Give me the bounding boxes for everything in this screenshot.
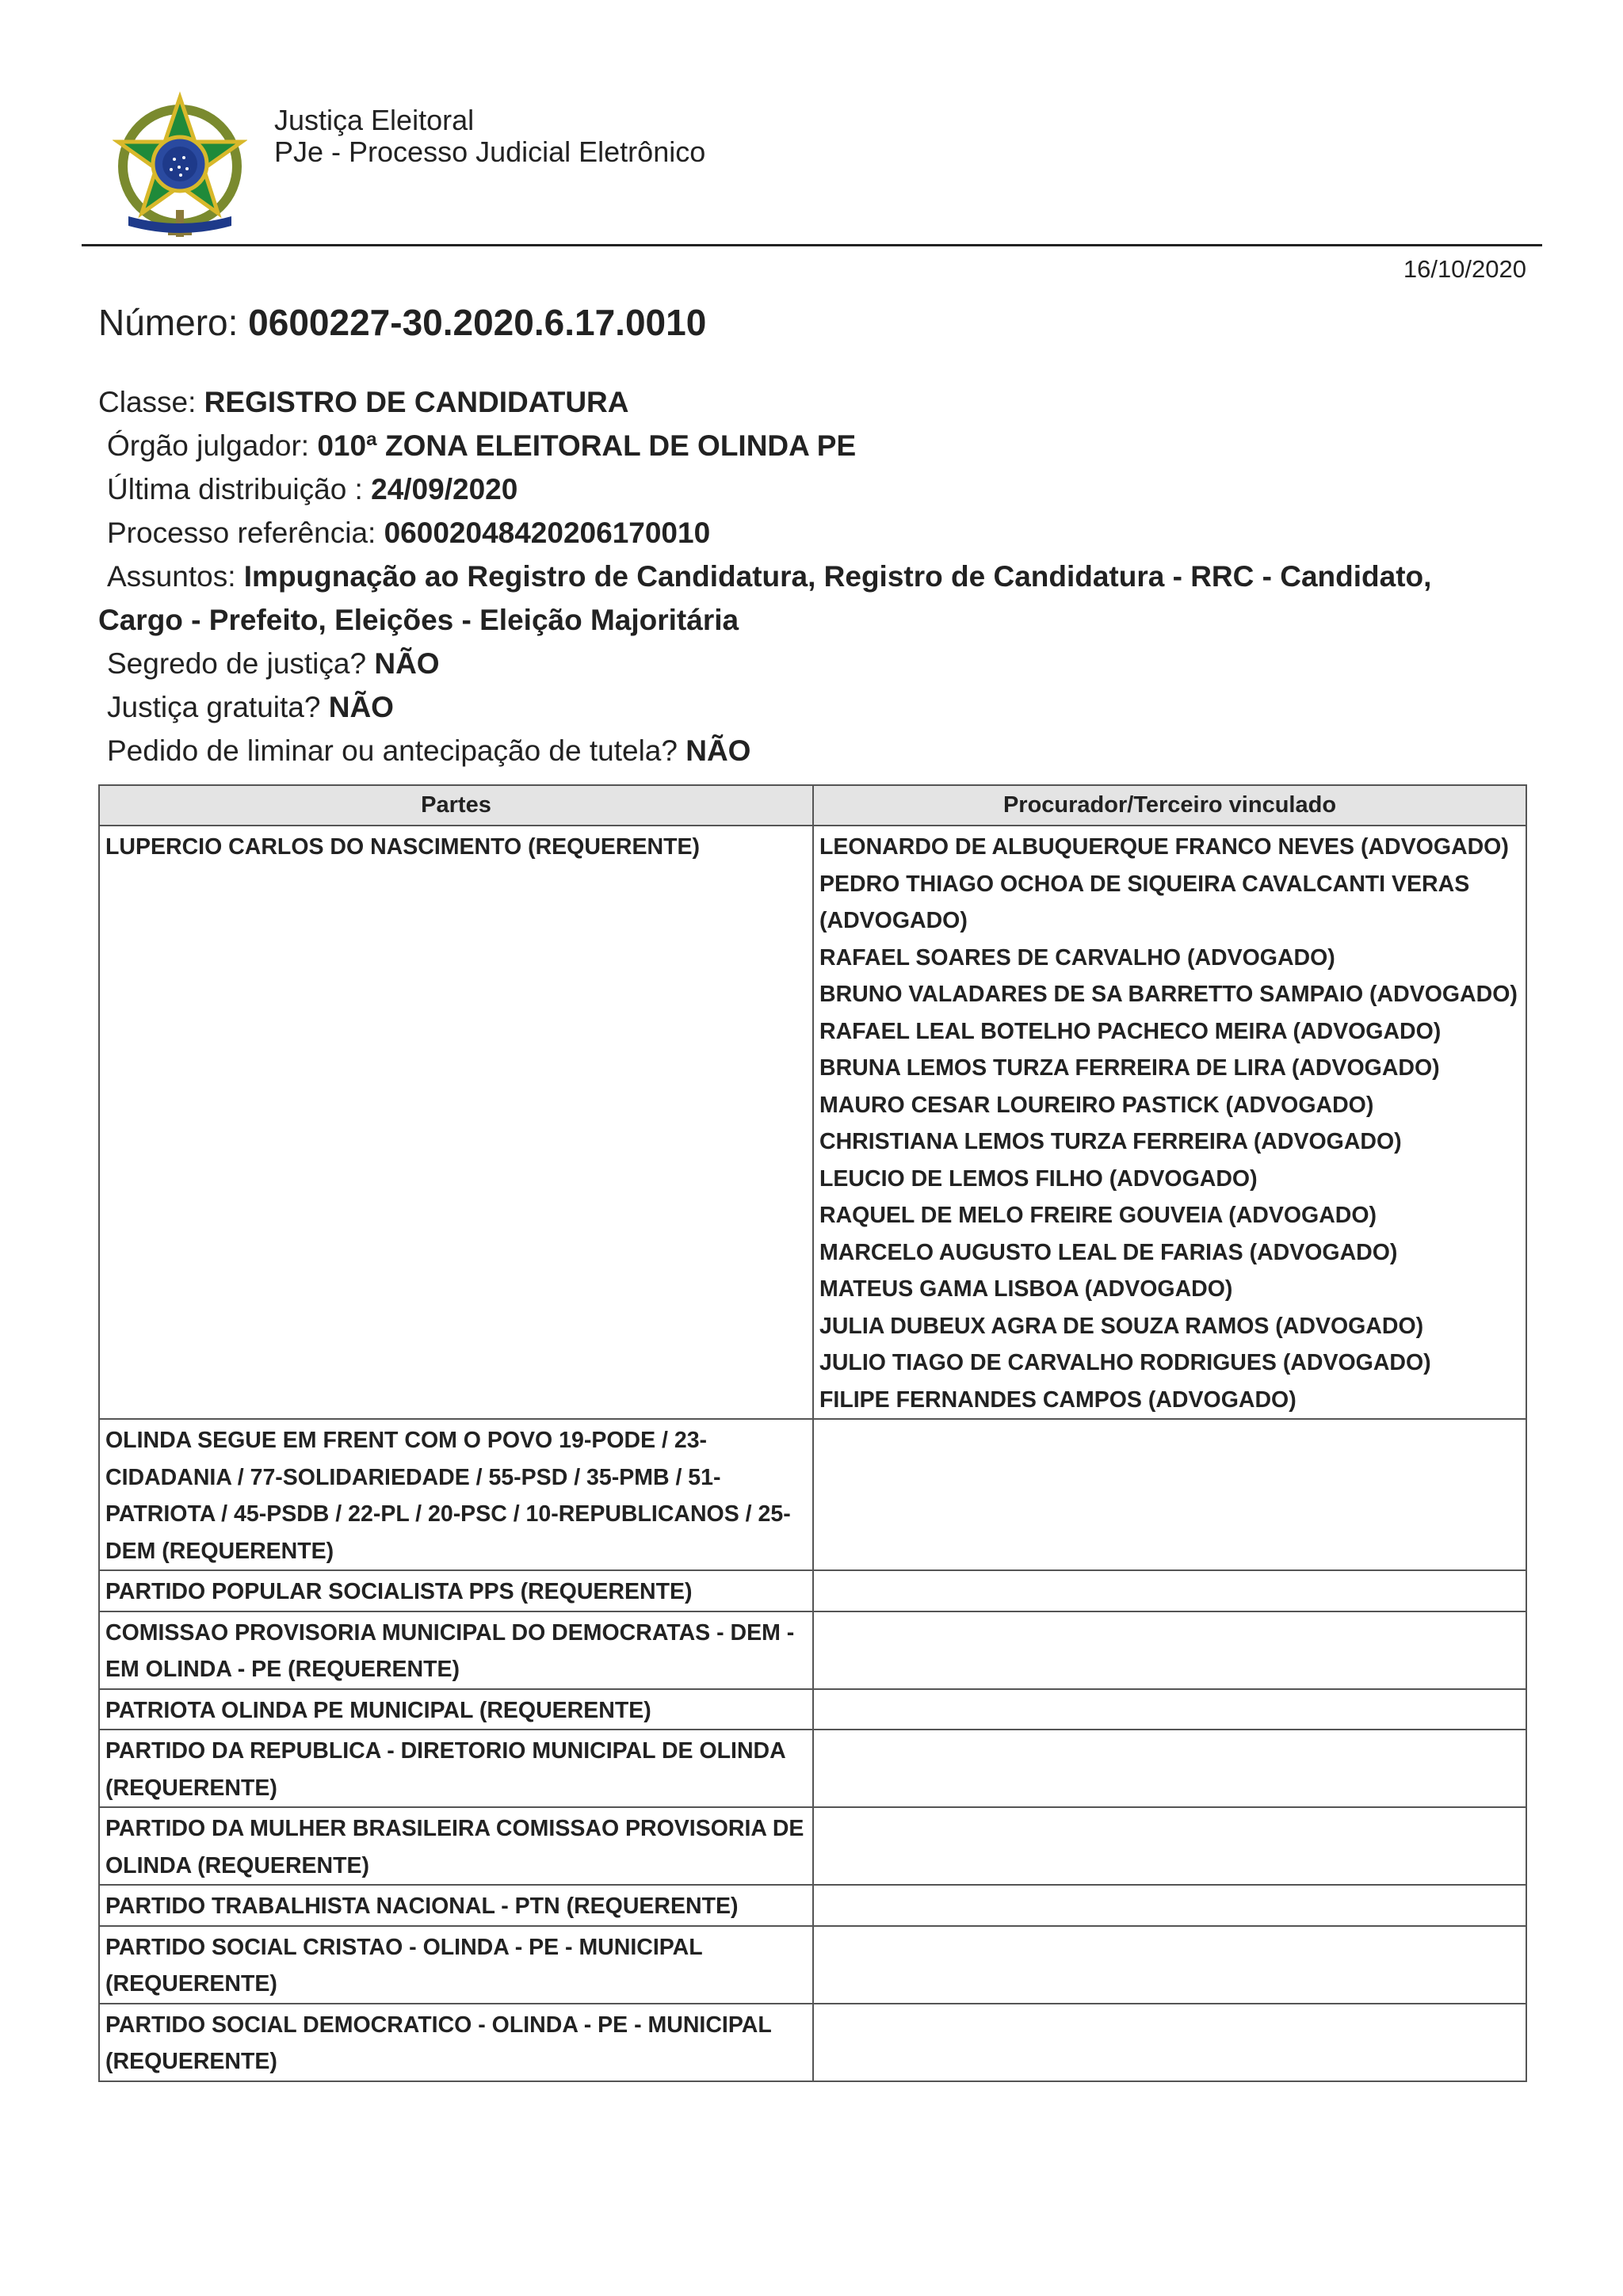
segredo-label: Segredo de justiça? bbox=[107, 647, 367, 680]
representatives-cell bbox=[813, 2004, 1526, 2081]
table-row bbox=[99, 2004, 1526, 2081]
orgao-row bbox=[98, 424, 1549, 467]
referencia-label: Processo referência: bbox=[107, 517, 376, 549]
gratuita-label: Justiça gratuita? bbox=[107, 691, 321, 723]
party-cell: LUPERCIO CARLOS DO NASCIMENTO (REQUERENTE) bbox=[99, 826, 813, 1419]
document-date: 16/10/2020 bbox=[1403, 255, 1526, 283]
representative: BRUNO VALADARES DE SA BARRETTO SAMPAIO (ADVOGADO) bbox=[819, 982, 1518, 1007]
party-cell: OLINDA SEGUE EM FRENT COM O POVO 19-PODE / 23-CIDADANIA / 77-SOLIDARIEDADE / 55-PSD / 35-PMB / 51-PATRIOTA / 45-PSDB / 22-PL / 20-PSC / 10-REPUBLICANOS / 25-DEM (REQUERENTE) bbox=[99, 1419, 813, 1570]
distribuicao-label: Última distribuição : bbox=[107, 473, 363, 505]
representative: FILIPE FERNANDES CAMPOS (ADVOGADO) bbox=[819, 1386, 1296, 1413]
liminar-value: NÃO bbox=[685, 734, 751, 767]
header-partes: Partes bbox=[99, 785, 813, 826]
org-name: Justiça Eleitoral bbox=[274, 104, 475, 136]
classe-row bbox=[98, 380, 1549, 424]
representatives-cell bbox=[813, 826, 1526, 1419]
party-cell: PARTIDO POPULAR SOCIALISTA PPS (REQUERENTE) bbox=[99, 1570, 813, 1611]
process-number-label: Número: bbox=[98, 302, 239, 343]
process-details bbox=[98, 380, 1549, 772]
representatives-cell bbox=[813, 1570, 1526, 1611]
distribuicao-row bbox=[98, 467, 1549, 511]
representatives-cell bbox=[813, 1419, 1526, 1570]
orgao-value: 010ª ZONA ELEITORAL DE OLINDA PE bbox=[317, 429, 857, 462]
assuntos-row bbox=[98, 555, 1549, 598]
representatives-cell bbox=[813, 1730, 1526, 1807]
gratuita-value: NÃO bbox=[328, 691, 394, 723]
distribuicao-value: 24/09/2020 bbox=[371, 473, 518, 505]
party-cell: PARTIDO SOCIAL CRISTAO - OLINDA - PE - MUNICIPAL (REQUERENTE) bbox=[99, 1926, 813, 2004]
representative: BRUNA LEMOS TURZA FERREIRA DE LIRA (ADVOGADO) bbox=[819, 1055, 1440, 1081]
representative: JULIA DUBEUX AGRA DE SOUZA RAMOS (ADVOGADO) bbox=[819, 1313, 1424, 1339]
segredo-value: NÃO bbox=[374, 647, 440, 680]
table-row bbox=[99, 1926, 1526, 2004]
party-cell: PARTIDO SOCIAL DEMOCRATICO - OLINDA - PE - MUNICIPAL (REQUERENTE) bbox=[99, 2004, 813, 2081]
party-cell: COMISSAO PROVISORIA MUNICIPAL DO DEMOCRATAS - DEM - EM OLINDA - PE (REQUERENTE) bbox=[99, 1611, 813, 1689]
representative: MAURO CESAR LOUREIRO PASTICK (ADVOGADO) bbox=[819, 1092, 1374, 1118]
assuntos-row-continued bbox=[98, 598, 1549, 642]
table-row bbox=[99, 1689, 1526, 1730]
table-row bbox=[99, 1611, 1526, 1689]
system-name: PJe - Processo Judicial Eletrônico bbox=[274, 135, 706, 168]
referencia-row bbox=[98, 511, 1549, 555]
document-header bbox=[0, 0, 1623, 247]
representative: LEONARDO DE ALBUQUERQUE FRANCO NEVES (ADVOGADO) bbox=[819, 834, 1509, 860]
representative: MARCELO AUGUSTO LEAL DE FARIAS (ADVOGADO) bbox=[819, 1239, 1398, 1265]
representative: JULIO TIAGO DE CARVALHO RODRIGUES (ADVOGADO) bbox=[819, 1350, 1431, 1375]
representative: MATEUS GAMA LISBOA (ADVOGADO) bbox=[819, 1276, 1233, 1302]
representatives-cell bbox=[813, 1926, 1526, 2004]
assuntos-label: Assuntos: bbox=[107, 560, 236, 593]
assuntos-value-line1: Impugnação ao Registro de Candidatura, Registro de Candidatura - RRC - Candidato, bbox=[243, 560, 1432, 593]
header-procurador: Procurador/Terceiro vinculado bbox=[813, 785, 1526, 826]
representative: LEUCIO DE LEMOS FILHO (ADVOGADO) bbox=[819, 1165, 1258, 1192]
referencia-value: 06002048420206170010 bbox=[384, 517, 711, 549]
classe-value: REGISTRO DE CANDIDATURA bbox=[204, 386, 629, 418]
representatives-cell bbox=[813, 1611, 1526, 1689]
party-cell: PARTIDO DA MULHER BRASILEIRA COMISSAO PROVISORIA DE OLINDA (REQUERENTE) bbox=[99, 1807, 813, 1885]
table-header-row bbox=[99, 785, 1526, 826]
table-row bbox=[99, 1807, 1526, 1885]
table-row bbox=[99, 1730, 1526, 1807]
representative: PEDRO THIAGO OCHOA DE SIQUEIRA CAVALCANTI VERAS (ADVOGADO) bbox=[819, 871, 1470, 933]
org-block bbox=[274, 105, 705, 168]
table-row bbox=[99, 1570, 1526, 1611]
party-cell: PATRIOTA OLINDA PE MUNICIPAL (REQUERENTE) bbox=[99, 1689, 813, 1730]
process-number bbox=[98, 301, 706, 344]
party-cell: PARTIDO TRABALHISTA NACIONAL - PTN (REQUERENTE) bbox=[99, 1885, 813, 1926]
representative: RAQUEL DE MELO FREIRE GOUVEIA (ADVOGADO) bbox=[819, 1203, 1377, 1228]
representative: RAFAEL SOARES DE CARVALHO (ADVOGADO) bbox=[819, 944, 1335, 971]
representative: RAFAEL LEAL BOTELHO PACHECO MEIRA (ADVOGADO) bbox=[819, 1018, 1442, 1044]
liminar-row bbox=[98, 729, 1549, 772]
table-row bbox=[99, 1419, 1526, 1570]
liminar-label: Pedido de liminar ou antecipação de tutela? bbox=[107, 734, 678, 767]
representatives-cell bbox=[813, 1885, 1526, 1926]
classe-label: Classe: bbox=[98, 386, 197, 418]
assuntos-value-line2: Cargo - Prefeito, Eleições - Eleição Majoritária bbox=[98, 604, 739, 636]
table-row bbox=[99, 1885, 1526, 1926]
brazil-coat-of-arms-icon bbox=[113, 91, 247, 242]
representatives-cell bbox=[813, 1689, 1526, 1730]
gratuita-row bbox=[98, 685, 1549, 729]
header-divider bbox=[82, 244, 1542, 246]
process-number-value: 0600227-30.2020.6.17.0010 bbox=[248, 302, 707, 343]
party-cell: PARTIDO DA REPUBLICA - DIRETORIO MUNICIPAL DE OLINDA (REQUERENTE) bbox=[99, 1730, 813, 1807]
representative: CHRISTIANA LEMOS TURZA FERREIRA (ADVOGADO) bbox=[819, 1129, 1402, 1154]
table-row bbox=[99, 826, 1526, 1419]
parties-table bbox=[98, 784, 1527, 2082]
representatives-cell bbox=[813, 1807, 1526, 1885]
segredo-row bbox=[98, 642, 1549, 685]
orgao-label: Órgão julgador: bbox=[107, 429, 310, 462]
